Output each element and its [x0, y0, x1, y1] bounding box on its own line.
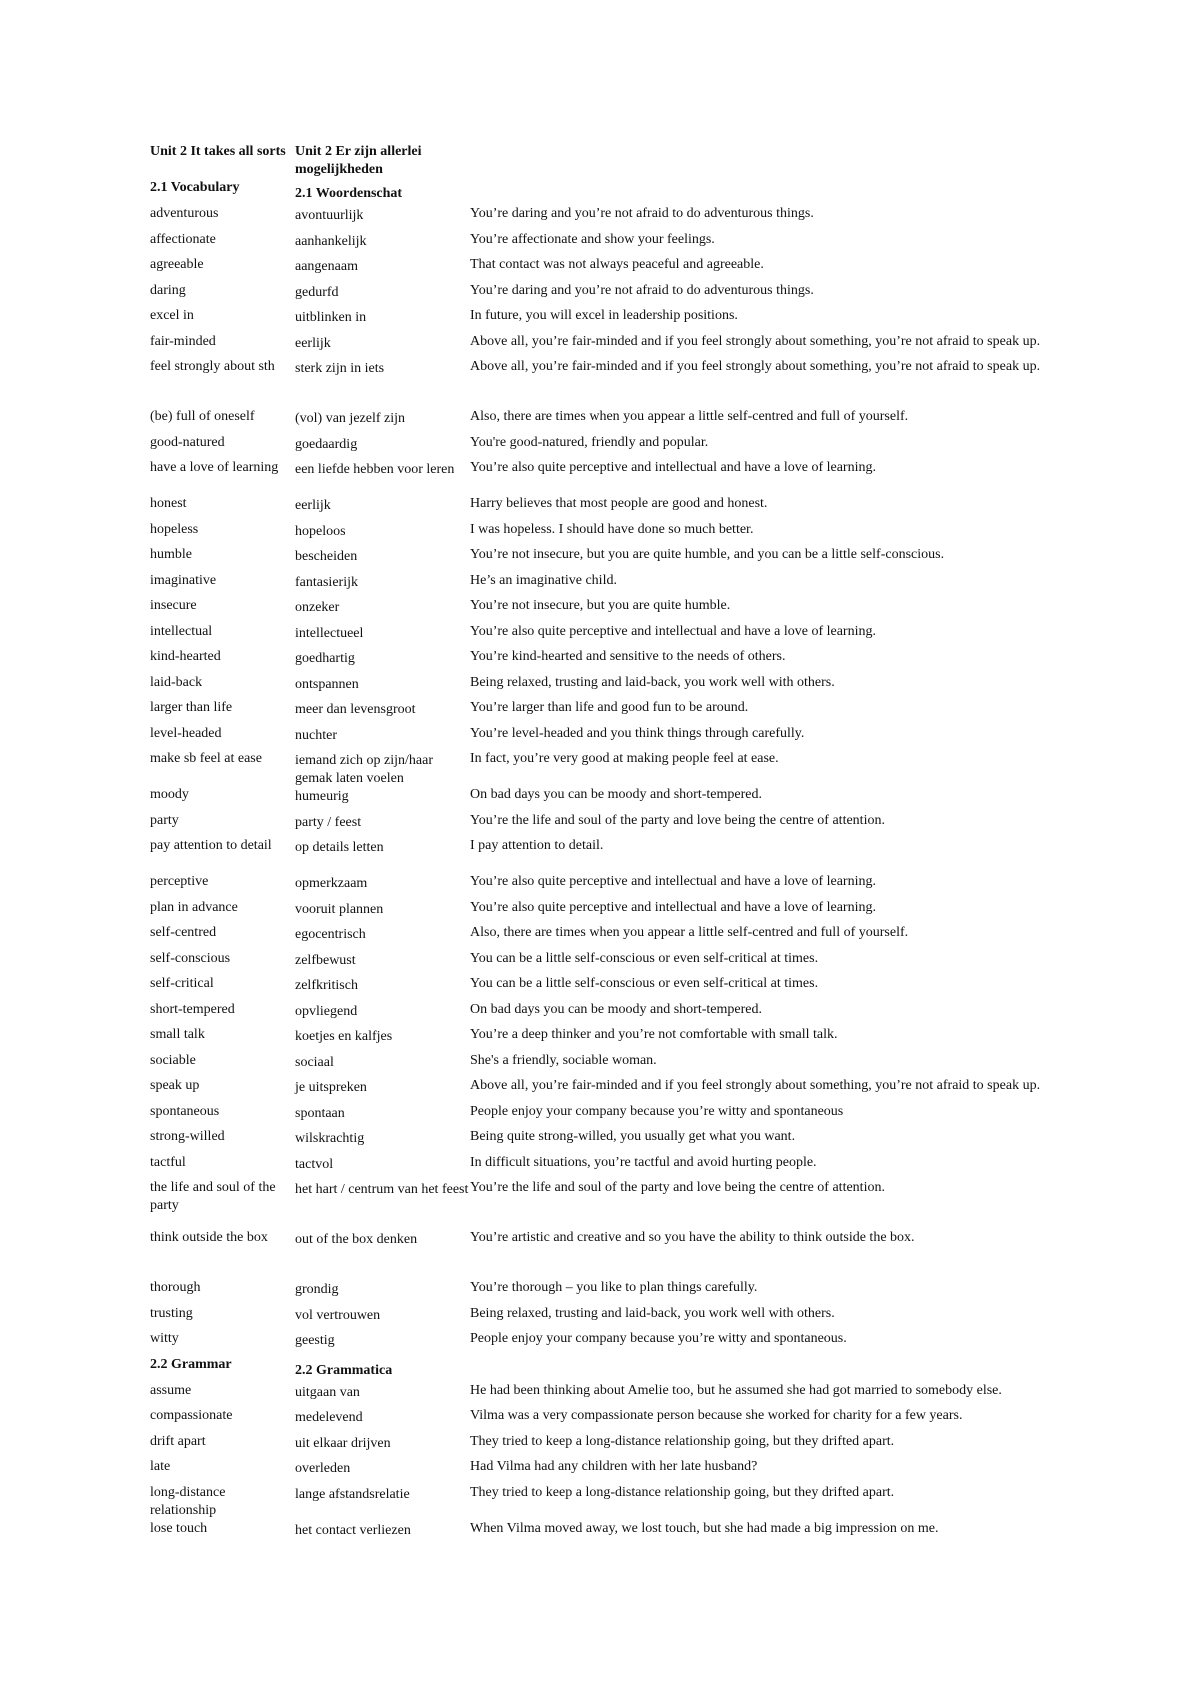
dutch-translation: je uitspreken: [295, 1080, 367, 1095]
english-term: (be) full of oneself: [150, 409, 255, 424]
dutch-translation: zelfbewust: [295, 952, 356, 968]
table-row: [150, 1484, 1160, 1520]
table-row: [150, 924, 1160, 950]
table-row: [150, 256, 1160, 282]
dutch-translation: wilskrachtig: [295, 1131, 365, 1146]
section-title-en: 2.1 Vocabulary: [150, 180, 240, 195]
example-sentence: On bad days you can be moody and short-tempered.: [470, 1001, 762, 1017]
dutch-translation: gedurfd: [295, 284, 339, 300]
grammar-heading-row: [150, 1356, 1160, 1382]
english-term: insecure: [150, 598, 197, 613]
english-term: assume: [150, 1382, 192, 1398]
dutch-translation: uitgaan van: [295, 1384, 360, 1400]
table-row: [150, 899, 1160, 925]
dutch-translation: het contact verliezen: [295, 1522, 411, 1538]
table-row: [150, 1026, 1160, 1052]
example-sentence: You’re also quite perceptive and intellectual and have a love of learning.: [470, 460, 876, 475]
english-term: self-centred: [150, 925, 217, 940]
english-term: adventurous: [150, 206, 219, 221]
example-sentence: You’re also quite perceptive and intellectual and have a love of learning.: [470, 899, 876, 915]
dutch-translation: op details letten: [295, 840, 384, 855]
english-term: intellectual: [150, 623, 213, 639]
example-sentence: When Vilma moved away, we lost touch, but she had made a big impression on me.: [470, 1520, 939, 1536]
dutch-translation: eerlijk: [295, 335, 331, 351]
dutch-translation: humeurig: [295, 789, 349, 804]
table-row: [150, 699, 1160, 725]
dutch-translation: uit elkaar drijven: [295, 1435, 391, 1451]
example-sentence: You’re also quite perceptive and intellectual and have a love of learning.: [470, 623, 876, 639]
example-sentence: You’re the life and soul of the party and love being the centre of attention.: [470, 812, 885, 828]
english-term: long-distance relationship: [150, 1484, 226, 1518]
table-row: [150, 307, 1160, 333]
dutch-translation: bescheiden: [295, 549, 358, 564]
example-sentence: You’re not insecure, but you are quite humble.: [470, 598, 731, 613]
example-sentence: You can be a little self-conscious or even self-critical at times.: [470, 976, 819, 991]
english-term: drift apart: [150, 1433, 206, 1449]
table-row: [150, 434, 1160, 460]
table-row: [150, 1103, 1160, 1129]
english-term: speak up: [150, 1078, 200, 1093]
table-row: [150, 1330, 1160, 1356]
dutch-translation: avontuurlijk: [295, 208, 364, 223]
table-row: [150, 975, 1160, 1001]
example-sentence: Also, there are times when you appear a little self-centred and full of yourself.: [470, 925, 909, 940]
example-sentence: People enjoy your company because you’re witty and spontaneous.: [470, 1331, 847, 1346]
table-row: [150, 750, 1160, 786]
example-sentence: Being quite strong-willed, you usually get what you want.: [470, 1129, 796, 1144]
example-sentence: People enjoy your company because you’re witty and spontaneous: [470, 1103, 844, 1119]
dutch-translation: geestig: [295, 1333, 335, 1348]
english-term: self-critical: [150, 976, 214, 991]
english-term: hopeless: [150, 521, 199, 537]
dutch-translation: opvliegend: [295, 1003, 358, 1019]
table-row: [150, 1520, 1160, 1546]
table-row: [150, 333, 1160, 359]
dutch-translation: goedaardig: [295, 436, 358, 452]
table-row: [150, 1382, 1160, 1408]
english-term: laid-back: [150, 674, 203, 690]
english-term: honest: [150, 496, 187, 511]
english-term: agreeable: [150, 257, 204, 272]
table-row: [150, 546, 1160, 572]
example-sentence: You can be a little self-conscious or even self-critical at times.: [470, 950, 819, 966]
grammar-table: [150, 1382, 1160, 1546]
english-term: party: [150, 812, 179, 828]
dutch-translation: tactvol: [295, 1156, 334, 1172]
table-row: [150, 1407, 1160, 1433]
example-sentence: He’s an imaginative child.: [470, 572, 617, 588]
dutch-translation: koetjes en kalfjes: [295, 1029, 393, 1044]
grammar-title-en: 2.2 Grammar: [150, 1356, 232, 1372]
example-sentence: You’re affectionate and show your feelings.: [470, 231, 715, 247]
english-term: larger than life: [150, 700, 233, 715]
dutch-translation: het hart / centrum van het feest: [295, 1182, 469, 1197]
dutch-translation: opmerkzaam: [295, 876, 368, 891]
example-sentence: You’re a deep thinker and you’re not comfortable with small talk.: [470, 1027, 838, 1042]
unit-title-en: Unit 2 It takes all sorts: [150, 144, 286, 159]
english-term: moody: [150, 787, 189, 802]
example-sentence: You’re daring and you’re not afraid to do adventurous things.: [470, 206, 814, 221]
table-row: [150, 358, 1160, 408]
dutch-translation: ontspannen: [295, 676, 359, 692]
dutch-translation: (vol) van jezelf zijn: [295, 411, 406, 426]
section-heading-row: [150, 179, 1160, 205]
example-sentence: Above all, you’re fair-minded and if you feel strongly about something, you’re not afraid to speak up.: [470, 333, 1041, 349]
dutch-translation: vol vertrouwen: [295, 1307, 381, 1323]
unit-heading-row: [150, 143, 1160, 179]
english-term: lose touch: [150, 1520, 208, 1536]
english-term: sociable: [150, 1052, 196, 1068]
vocabulary-document: [150, 143, 1160, 1545]
dutch-translation: uitblinken in: [295, 310, 367, 325]
dutch-translation: overleden: [295, 1461, 351, 1476]
dutch-translation: sterk zijn in iets: [295, 361, 385, 376]
english-term: self-conscious: [150, 950, 231, 966]
table-row: [150, 205, 1160, 231]
example-sentence: Above all, you’re fair-minded and if you feel strongly about something, you’re not afraid to speak up.: [470, 359, 1041, 374]
table-row: [150, 572, 1160, 598]
english-term: compassionate: [150, 1408, 233, 1423]
english-term: imaginative: [150, 572, 217, 588]
english-term: late: [150, 1459, 171, 1474]
english-term: the life and soul of the party: [150, 1180, 276, 1213]
english-term: kind-hearted: [150, 649, 221, 664]
table-row: [150, 521, 1160, 547]
unit-title-nl: Unit 2 Er zijn allerlei mogelijkheden: [295, 144, 422, 177]
table-row: [150, 1001, 1160, 1027]
table-row: [150, 812, 1160, 838]
table-row: [150, 1305, 1160, 1331]
dutch-translation: fantasierijk: [295, 574, 358, 590]
example-sentence: In fact, you’re very good at making people feel at ease.: [470, 751, 779, 766]
example-sentence: In future, you will excel in leadership positions.: [470, 308, 738, 323]
dutch-translation: zelfkritisch: [295, 978, 358, 993]
english-term: good-natured: [150, 434, 225, 450]
section-title-nl: 2.1 Woordenschat: [295, 186, 403, 201]
example-sentence: You’re level-headed and you think things through carefully.: [470, 725, 805, 741]
table-row: [150, 1154, 1160, 1180]
dutch-translation: goedhartig: [295, 651, 355, 666]
english-term: tactful: [150, 1154, 186, 1170]
english-term: make sb feel at ease: [150, 751, 262, 766]
english-term: perceptive: [150, 874, 209, 889]
example-sentence: On bad days you can be moody and short-tempered.: [470, 787, 762, 802]
english-term: thorough: [150, 1280, 201, 1295]
table-row: [150, 231, 1160, 257]
table-row: [150, 597, 1160, 623]
table-row: [150, 623, 1160, 649]
dutch-translation: egocentrisch: [295, 927, 366, 942]
table-row: [150, 674, 1160, 700]
dutch-translation: medelevend: [295, 1410, 363, 1425]
table-row: [150, 950, 1160, 976]
english-term: excel in: [150, 308, 194, 323]
dutch-translation: out of the box denken: [295, 1232, 418, 1247]
example-sentence: You’re artistic and creative and so you have the ability to think outside the box.: [470, 1230, 915, 1245]
example-sentence: Had Vilma had any children with her late husband?: [470, 1459, 758, 1474]
example-sentence: Being relaxed, trusting and laid-back, you work well with others.: [470, 674, 835, 690]
english-term: affectionate: [150, 231, 216, 247]
english-term: have a love of learning: [150, 460, 279, 475]
example-sentence: Harry believes that most people are good and honest.: [470, 496, 768, 511]
english-term: spontaneous: [150, 1103, 220, 1119]
table-row: [150, 1077, 1160, 1103]
table-row: [150, 1458, 1160, 1484]
table-row: [150, 1052, 1160, 1078]
dutch-translation: lange afstandsrelatie: [295, 1486, 410, 1502]
example-sentence: I was hopeless. I should have done so much better.: [470, 521, 754, 537]
english-term: level-headed: [150, 725, 222, 741]
english-term: short-tempered: [150, 1001, 235, 1017]
english-term: think outside the box: [150, 1230, 268, 1245]
vocabulary-table: [150, 205, 1160, 1356]
english-term: witty: [150, 1331, 179, 1346]
dutch-translation: eerlijk: [295, 498, 331, 513]
dutch-translation: aangenaam: [295, 259, 358, 274]
dutch-translation: onzeker: [295, 600, 340, 615]
dutch-translation: grondig: [295, 1282, 339, 1297]
example-sentence: You’re kind-hearted and sensitive to the needs of others.: [470, 649, 786, 664]
example-sentence: She's a friendly, sociable woman.: [470, 1052, 657, 1068]
table-row: [150, 837, 1160, 873]
example-sentence: Also, there are times when you appear a little self-centred and full of yourself.: [470, 409, 909, 424]
dutch-translation: party / feest: [295, 814, 362, 830]
dutch-translation: een liefde hebben voor leren: [295, 462, 455, 477]
example-sentence: You’re the life and soul of the party and love being the centre of attention.: [470, 1180, 885, 1195]
english-term: plan in advance: [150, 899, 238, 915]
example-sentence: Vilma was a very compassionate person because she worked for charity for a few years.: [470, 1408, 963, 1423]
example-sentence: You’re daring and you’re not afraid to do adventurous things.: [470, 282, 814, 298]
example-sentence: Being relaxed, trusting and laid-back, you work well with others.: [470, 1305, 835, 1321]
table-row: [150, 786, 1160, 812]
table-row: [150, 873, 1160, 899]
dutch-translation: sociaal: [295, 1054, 334, 1070]
table-row: [150, 1433, 1160, 1459]
english-term: feel strongly about sth: [150, 359, 275, 374]
example-sentence: They tried to keep a long-distance relationship going, but they drifted apart.: [470, 1433, 895, 1449]
table-row: [150, 1279, 1160, 1305]
example-sentence: You're good-natured, friendly and popular.: [470, 434, 709, 450]
dutch-translation: intellectueel: [295, 625, 364, 641]
english-term: pay attention to detail: [150, 838, 272, 853]
english-term: daring: [150, 282, 186, 298]
table-row: [150, 408, 1160, 434]
example-sentence: Above all, you’re fair-minded and if you feel strongly about something, you’re not afraid to speak up.: [470, 1078, 1041, 1093]
example-sentence: In difficult situations, you’re tactful and avoid hurting people.: [470, 1154, 817, 1170]
dutch-translation: spontaan: [295, 1105, 345, 1121]
english-term: strong-willed: [150, 1129, 225, 1144]
example-sentence: You’re not insecure, but you are quite humble, and you can be a little self-conscious.: [470, 547, 945, 562]
table-row: [150, 1128, 1160, 1154]
english-term: small talk: [150, 1027, 205, 1042]
example-sentence: I pay attention to detail.: [470, 838, 604, 853]
english-term: humble: [150, 547, 192, 562]
table-row: [150, 1229, 1160, 1279]
table-row: [150, 648, 1160, 674]
dutch-translation: vooruit plannen: [295, 901, 384, 917]
table-row: [150, 282, 1160, 308]
example-sentence: You’re also quite perceptive and intellectual and have a love of learning.: [470, 874, 876, 889]
grammar-title-nl: 2.2 Grammatica: [295, 1362, 393, 1378]
dutch-translation: iemand zich op zijn/haar gemak laten voelen: [295, 753, 433, 786]
dutch-translation: hopeloos: [295, 523, 346, 539]
table-row: [150, 725, 1160, 751]
table-row: [150, 1179, 1160, 1229]
dutch-translation: nuchter: [295, 727, 337, 743]
example-sentence: That contact was not always peaceful and agreeable.: [470, 257, 764, 272]
example-sentence: You’re thorough – you like to plan things carefully.: [470, 1280, 758, 1295]
example-sentence: You’re larger than life and good fun to be around.: [470, 700, 749, 715]
example-sentence: He had been thinking about Amelie too, but he assumed she had got married to somebody else.: [470, 1382, 1002, 1398]
english-term: trusting: [150, 1305, 193, 1321]
table-row: [150, 459, 1160, 495]
example-sentence: They tried to keep a long-distance relationship going, but they drifted apart.: [470, 1484, 895, 1500]
dutch-translation: meer dan levensgroot: [295, 702, 416, 717]
table-row: [150, 495, 1160, 521]
english-term: fair-minded: [150, 333, 216, 349]
dutch-translation: aanhankelijk: [295, 233, 367, 249]
